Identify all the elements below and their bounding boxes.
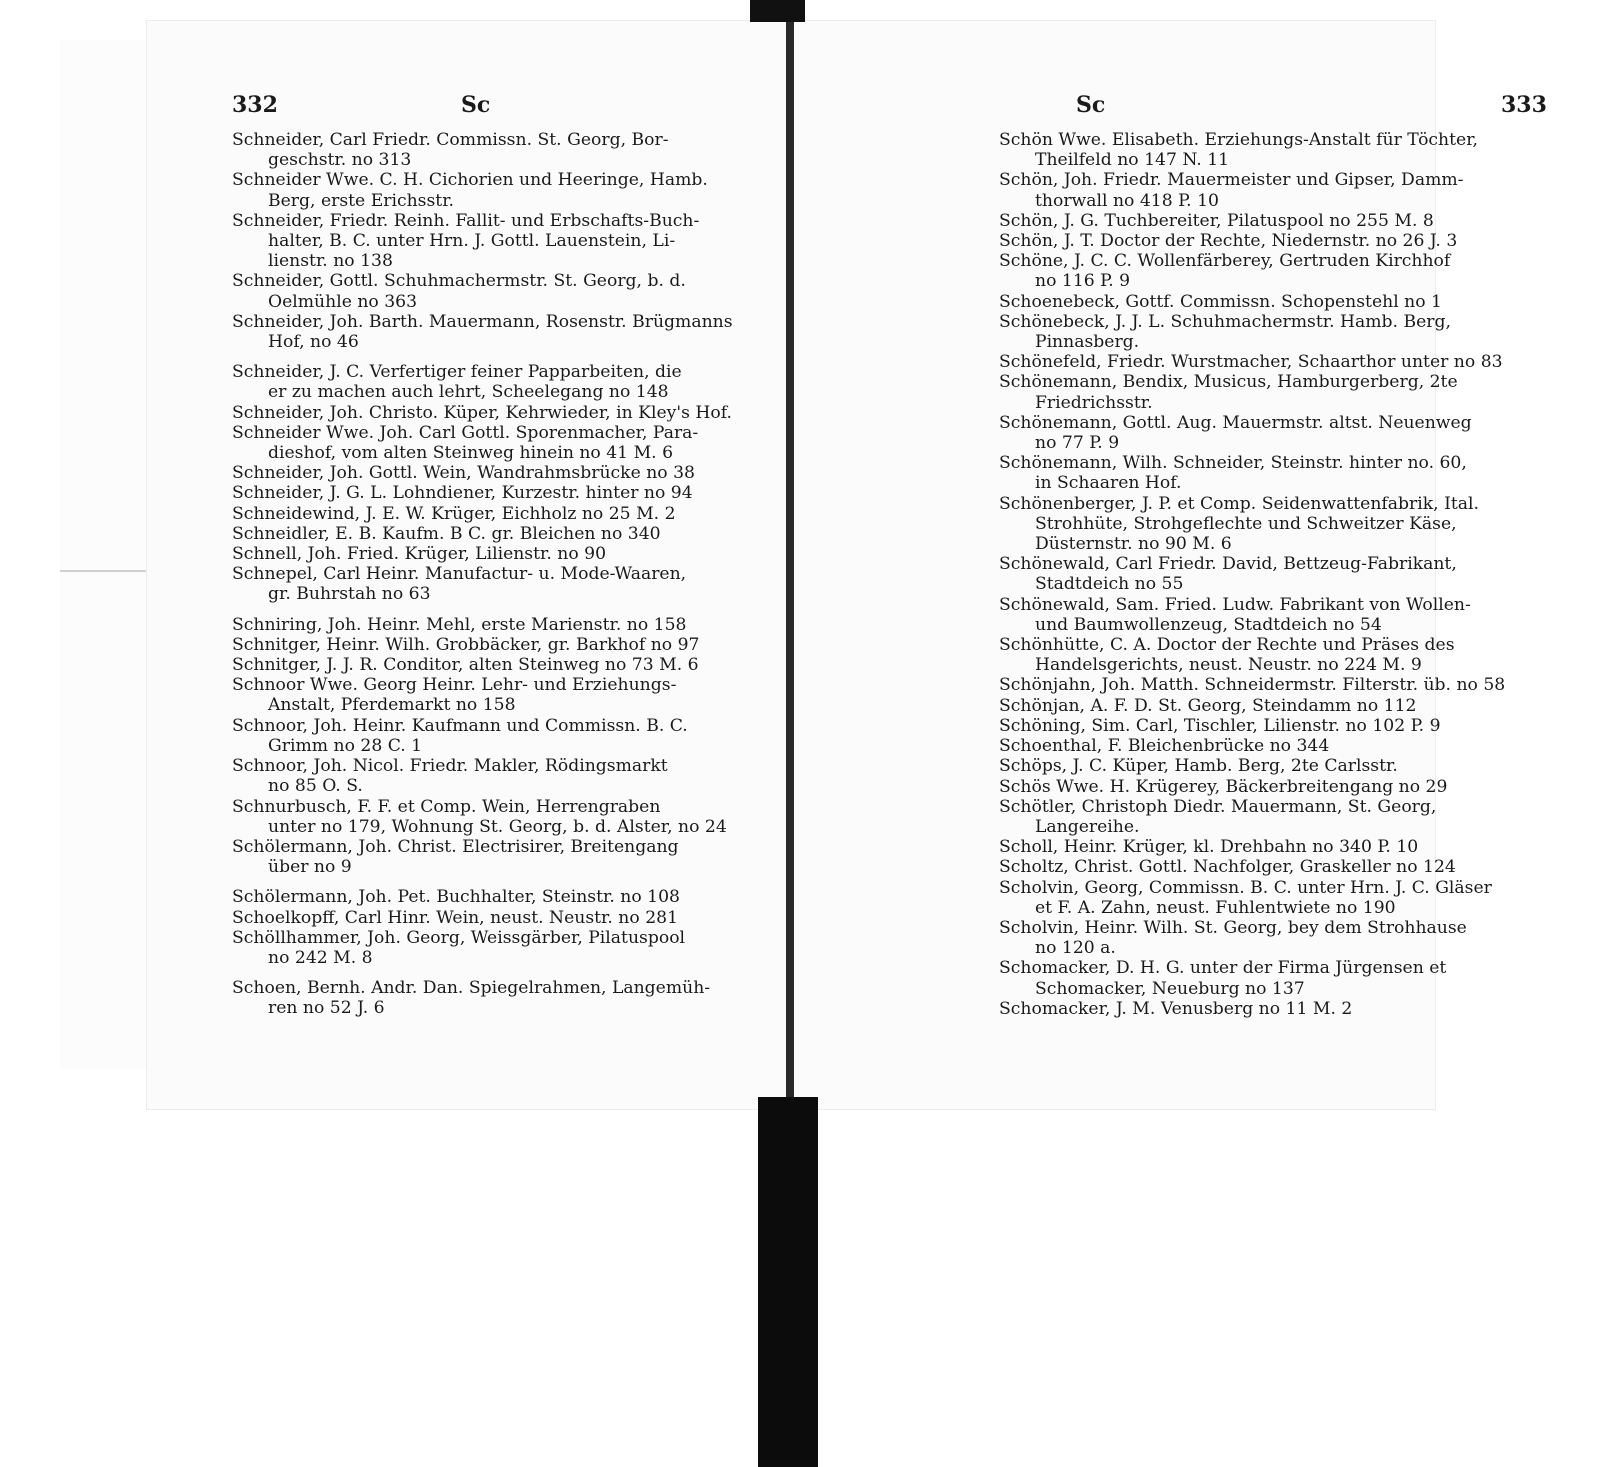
directory-entry xyxy=(232,837,784,877)
left-section-header: Sc xyxy=(461,92,491,118)
entry-continuation-line: Oelmühle no 363 xyxy=(268,291,418,312)
entry-continuation-line: unter no 179, Wohnung St. Georg, b. d. Alster, no 24 xyxy=(268,816,727,837)
entry-name-line: Schneider, Joh. Christo. Küper, Kehrwieder, in Kley's Hof. xyxy=(232,402,732,423)
entry-name-line: Schnoor, Joh. Nicol. Friedr. Makler, Rödingsmarkt xyxy=(232,756,668,777)
entry-continuation-line: no 242 M. 8 xyxy=(268,947,373,968)
directory-entry xyxy=(232,170,784,210)
entry-continuation-line: gr. Buhrstah no 63 xyxy=(268,584,431,605)
directory-entry xyxy=(999,736,1551,756)
directory-entry xyxy=(232,544,784,564)
entry-continuation-line: Strohhüte, Strohgeflechte und Schweitzer Käse, xyxy=(1035,513,1457,534)
entry-name-line: Schöne, J. C. C. Wollenfärberey, Gertruden Kirchhof xyxy=(999,251,1451,272)
entry-name-line: Schönewald, Sam. Fried. Ludw. Fabrikant von Wollen- xyxy=(999,594,1471,615)
entry-continuation-line: er zu machen auch lehrt, Scheelegang no 148 xyxy=(268,382,669,403)
directory-entry xyxy=(232,716,784,756)
directory-entry xyxy=(999,675,1551,695)
entry-continuation-line: Berg, erste Erichsstr. xyxy=(268,190,454,211)
directory-entry xyxy=(232,635,784,655)
directory-entry xyxy=(999,231,1551,251)
entry-continuation-line: Schomacker, Neueburg no 137 xyxy=(1035,978,1305,999)
entry-continuation-line: dieshof, vom alten Steinweg hinein no 41 M. 6 xyxy=(268,443,674,464)
entry-continuation-line: Friedrichsstr. xyxy=(1035,392,1153,413)
entry-name-line: Schönemann, Gottl. Aug. Mauermstr. altst. Neuenweg xyxy=(999,412,1472,433)
entry-name-line: Schneider, Joh. Gottl. Wein, Wandrahmsbrücke no 38 xyxy=(232,463,695,484)
directory-entry xyxy=(232,362,784,402)
entry-gap xyxy=(232,352,784,362)
entry-name-line: Schös Wwe. H. Krügerey, Bäckerbreitengang no 29 xyxy=(999,776,1448,797)
directory-entry xyxy=(999,413,1551,453)
directory-entry xyxy=(999,716,1551,736)
entry-name-line: Schnoor, Joh. Heinr. Kaufmann und Commissn. B. C. xyxy=(232,715,688,736)
entry-name-line: Schomacker, J. M. Venusberg no 11 M. 2 xyxy=(999,998,1353,1019)
directory-entry xyxy=(999,554,1551,594)
directory-entry xyxy=(232,463,784,483)
entry-name-line: Schönenberger, J. P. et Comp. Seidenwattenfabrik, Ital. xyxy=(999,493,1479,514)
directory-entry xyxy=(999,958,1551,998)
entry-continuation-line: no 85 O. S. xyxy=(268,776,363,797)
entry-continuation-line: Düsternstr. no 90 M. 6 xyxy=(1035,534,1232,555)
entry-name-line: Schön, Joh. Friedr. Mauermeister und Gipser, Damm- xyxy=(999,170,1464,191)
directory-entry xyxy=(232,908,784,928)
directory-entry xyxy=(999,756,1551,776)
directory-entry xyxy=(232,423,784,463)
entry-name-line: Schnitger, J. J. R. Conditor, alten Steinweg no 73 M. 6 xyxy=(232,655,699,676)
directory-entry xyxy=(999,696,1551,716)
directory-entry xyxy=(232,524,784,544)
directory-entry xyxy=(232,271,784,311)
directory-entry xyxy=(232,615,784,635)
directory-entry xyxy=(232,655,784,675)
entry-name-line: Scholvin, Heinr. Wilh. St. Georg, bey dem Strohhause xyxy=(999,917,1467,938)
directory-entry xyxy=(232,312,784,352)
entry-name-line: Schönjan, A. F. D. St. Georg, Steindamm no 112 xyxy=(999,695,1417,716)
directory-entry xyxy=(999,453,1551,493)
entry-name-line: Schönhütte, C. A. Doctor der Rechte und Präses des xyxy=(999,635,1455,656)
entry-continuation-line: et F. A. Zahn, neust. Fuhlentwiete no 190 xyxy=(1035,897,1396,918)
entry-name-line: Scholtz, Christ. Gottl. Nachfolger, Graskeller no 124 xyxy=(999,857,1456,878)
left-page-number: 332 xyxy=(232,92,278,118)
entry-name-line: Schoenebeck, Gottf. Commissn. Schopenstehl no 1 xyxy=(999,291,1442,312)
scanner-clip-bottom xyxy=(758,1097,818,1467)
entry-name-line: Schönefeld, Friedr. Wurstmacher, Schaarthor unter no 83 xyxy=(999,352,1503,373)
entry-continuation-line: Handelsgerichts, neust. Neustr. no 224 M. 9 xyxy=(1035,655,1422,676)
directory-entry xyxy=(999,878,1551,918)
entry-continuation-line: in Schaaren Hof. xyxy=(1035,473,1182,494)
entry-name-line: Schnitger, Heinr. Wilh. Grobbäcker, gr. Barkhof no 97 xyxy=(232,634,700,655)
entry-name-line: Schnoor Wwe. Georg Heinr. Lehr- und Erziehungs- xyxy=(232,675,677,696)
entry-name-line: Schoen, Bernh. Andr. Dan. Spiegelrahmen, Langemüh- xyxy=(232,978,711,999)
entry-continuation-line: thorwall no 418 P. 10 xyxy=(1035,190,1219,211)
entry-gap xyxy=(232,877,784,887)
entry-gap xyxy=(232,968,784,978)
directory-entry xyxy=(232,756,784,796)
right-entries xyxy=(999,130,1551,1019)
entry-continuation-line: Hof, no 46 xyxy=(268,332,359,353)
entry-name-line: Schöllhammer, Joh. Georg, Weissgärber, Pilatuspool xyxy=(232,927,686,948)
entry-continuation-line: geschstr. no 313 xyxy=(268,150,412,171)
directory-entry xyxy=(232,564,784,604)
entry-continuation-line: über no 9 xyxy=(268,857,352,878)
right-page xyxy=(791,20,1547,1110)
entry-continuation-line: halter, B. C. unter Hrn. J. Gottl. Lauenstein, Li- xyxy=(268,231,676,252)
entry-name-line: Schnell, Joh. Fried. Krüger, Lilienstr. no 90 xyxy=(232,544,607,565)
entry-name-line: Schölermann, Joh. Christ. Electrisirer, Breitengang xyxy=(232,836,679,857)
directory-entry xyxy=(999,837,1551,857)
directory-entry xyxy=(232,978,784,1018)
directory-entry xyxy=(999,797,1551,837)
directory-entry xyxy=(999,211,1551,231)
label-divider xyxy=(60,570,152,572)
entry-name-line: Schönemann, Bendix, Musicus, Hamburgerberg, 2te xyxy=(999,372,1458,393)
directory-entry xyxy=(999,494,1551,555)
directory-entry xyxy=(999,251,1551,291)
entry-name-line: Scholvin, Georg, Commissn. B. C. unter Hrn. J. C. Gläser xyxy=(999,877,1492,898)
entry-name-line: Schneider, J. G. L. Lohndiener, Kurzestr. hinter no 94 xyxy=(232,483,693,504)
directory-entry xyxy=(232,675,784,715)
directory-entry xyxy=(232,483,784,503)
entry-continuation-line: lienstr. no 138 xyxy=(268,251,393,272)
entry-name-line: Schoelkopff, Carl Hinr. Wein, neust. Neustr. no 281 xyxy=(232,907,678,928)
entry-name-line: Schneider, Friedr. Reinh. Fallit- und Erbschafts-Buch- xyxy=(232,210,700,231)
right-page-number: 333 xyxy=(1501,92,1547,118)
directory-entry xyxy=(999,777,1551,797)
directory-entry xyxy=(232,797,784,837)
entry-name-line: Schneider Wwe. Joh. Carl Gottl. Sporenmacher, Para- xyxy=(232,422,699,443)
directory-entry xyxy=(232,211,784,272)
directory-entry xyxy=(999,635,1551,675)
directory-entry xyxy=(999,170,1551,210)
entry-name-line: Schnepel, Carl Heinr. Manufactur- u. Mode-Waaren, xyxy=(232,564,687,585)
directory-entry xyxy=(999,595,1551,635)
entry-continuation-line: no 77 P. 9 xyxy=(1035,433,1120,454)
entry-continuation-line: Theilfeld no 147 N. 11 xyxy=(1035,150,1230,171)
entry-name-line: Schölermann, Joh. Pet. Buchhalter, Steinstr. no 108 xyxy=(232,887,680,908)
entry-continuation-line: Pinnasberg. xyxy=(1035,332,1140,353)
entry-name-line: Schneider, Gottl. Schuhmachermstr. St. Georg, b. d. xyxy=(232,271,686,292)
book-gutter xyxy=(786,20,794,1110)
entry-name-line: Schneider, J. C. Verfertiger feiner Papparbeiten, die xyxy=(232,362,682,383)
entry-continuation-line: ren no 52 J. 6 xyxy=(268,998,385,1019)
entry-name-line: Schöps, J. C. Küper, Hamb. Berg, 2te Carlsstr. xyxy=(999,756,1398,777)
left-page xyxy=(146,20,786,1110)
entry-continuation-line: Grimm no 28 C. 1 xyxy=(268,735,423,756)
directory-entry xyxy=(999,352,1551,372)
entry-name-line: Schönebeck, J. J. L. Schuhmachermstr. Hamb. Berg, xyxy=(999,311,1451,332)
right-section-header: Sc xyxy=(1076,92,1106,118)
entry-name-line: Schönemann, Wilh. Schneider, Steinstr. hinter no. 60, xyxy=(999,453,1467,474)
entry-name-line: Schönewald, Carl Friedr. David, Bettzeug-Fabrikant, xyxy=(999,554,1457,575)
entry-continuation-line: Anstalt, Pferdemarkt no 158 xyxy=(268,695,516,716)
directory-entry xyxy=(999,999,1551,1019)
directory-entry xyxy=(999,372,1551,412)
directory-entry xyxy=(232,130,784,170)
entry-name-line: Schneider, Carl Friedr. Commissn. St. Georg, Bor- xyxy=(232,130,669,150)
left-entries xyxy=(232,130,784,1019)
entry-name-line: Schneidewind, J. E. W. Krüger, Eichholz no 25 M. 2 xyxy=(232,503,676,524)
scanner-clip-top xyxy=(750,0,805,22)
entry-name-line: Schniring, Joh. Heinr. Mehl, erste Marienstr. no 158 xyxy=(232,614,687,635)
entry-continuation-line: Langereihe. xyxy=(1035,816,1140,837)
label-strip xyxy=(60,40,152,1070)
directory-entry xyxy=(999,857,1551,877)
entry-name-line: Schoenthal, F. Bleichenbrücke no 344 xyxy=(999,736,1330,757)
entry-name-line: Scholl, Heinr. Krüger, kl. Drehbahn no 340 P. 10 xyxy=(999,837,1419,858)
entry-continuation-line: no 120 a. xyxy=(1035,938,1116,959)
entry-name-line: Schönjahn, Joh. Matth. Schneidermstr. Filterstr. üb. no 58 xyxy=(999,675,1506,696)
entry-continuation-line: Stadtdeich no 55 xyxy=(1035,574,1184,595)
entry-name-line: Schön, J. G. Tuchbereiter, Pilatuspool no 255 M. 8 xyxy=(999,210,1434,231)
directory-entry xyxy=(232,887,784,907)
entry-gap xyxy=(232,605,784,615)
entry-continuation-line: und Baumwollenzeug, Stadtdeich no 54 xyxy=(1035,614,1382,635)
entry-name-line: Schneidler, E. B. Kaufm. B C. gr. Bleichen no 340 xyxy=(232,523,661,544)
entry-name-line: Schön, J. T. Doctor der Rechte, Niedernstr. no 26 J. 3 xyxy=(999,231,1458,252)
entry-name-line: Schnurbusch, F. F. et Comp. Wein, Herrengraben xyxy=(232,796,661,817)
entry-name-line: Schneider, Joh. Barth. Mauermann, Rosenstr. Brügmanns xyxy=(232,311,733,332)
entry-name-line: Schöning, Sim. Carl, Tischler, Lilienstr. no 102 P. 9 xyxy=(999,715,1441,736)
entry-name-line: Schön Wwe. Elisabeth. Erziehungs-Anstalt für Töchter, xyxy=(999,130,1478,150)
directory-entry xyxy=(999,130,1551,170)
directory-entry xyxy=(232,504,784,524)
entry-name-line: Schötler, Christoph Diedr. Mauermann, St. Georg, xyxy=(999,796,1437,817)
directory-entry xyxy=(232,403,784,423)
directory-entry xyxy=(232,928,784,968)
entry-name-line: Schomacker, D. H. G. unter der Firma Jürgensen et xyxy=(999,958,1447,979)
entry-continuation-line: no 116 P. 9 xyxy=(1035,271,1131,292)
directory-entry xyxy=(999,292,1551,312)
directory-entry xyxy=(999,918,1551,958)
directory-entry xyxy=(999,312,1551,352)
entry-name-line: Schneider Wwe. C. H. Cichorien und Heeringe, Hamb. xyxy=(232,170,708,191)
